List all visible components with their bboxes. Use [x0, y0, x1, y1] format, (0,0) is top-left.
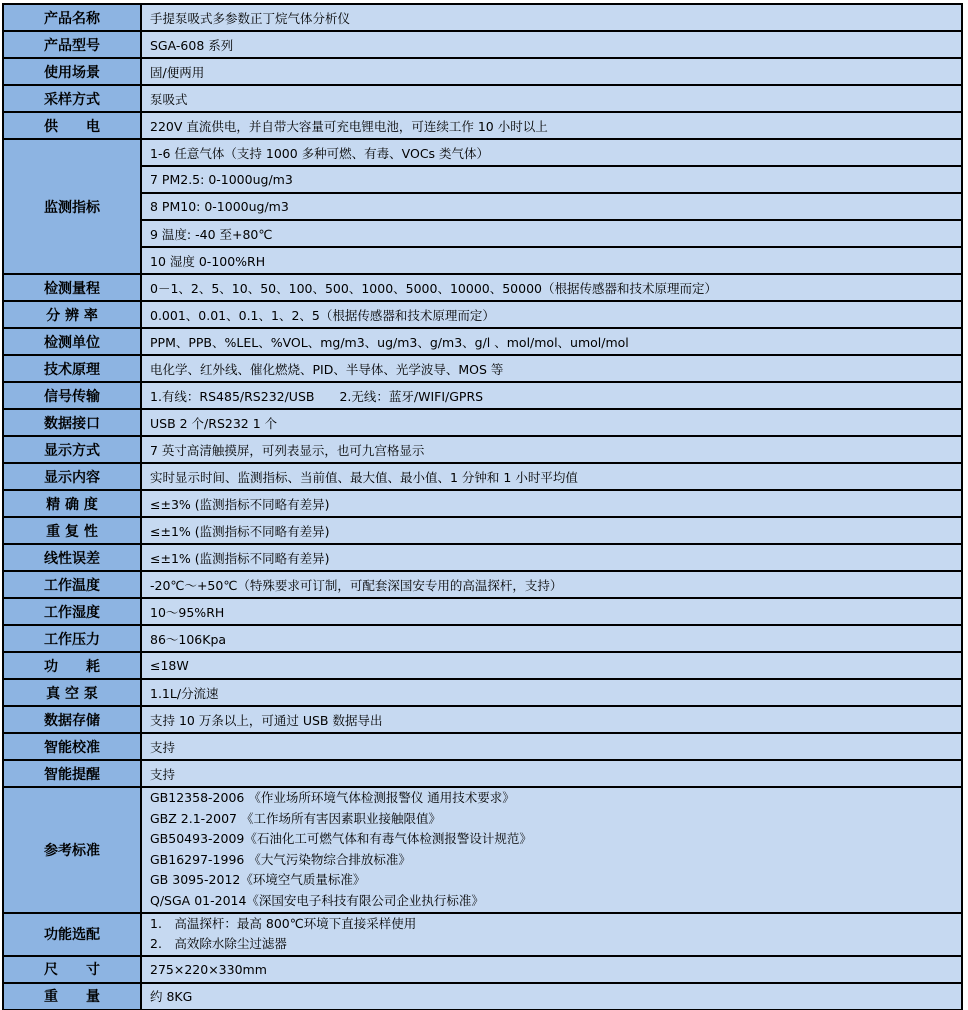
spec-value-cell: 泵吸式	[141, 85, 962, 112]
spec-label-cell: 监测指标	[3, 139, 141, 274]
spec-value-cell: 10 湿度 0-100%RH	[141, 247, 962, 274]
table-row	[3, 4, 962, 31]
spec-label-cell: 使用场景	[3, 58, 141, 85]
table-row	[3, 760, 962, 787]
spec-label-cell: 技术原理	[3, 355, 141, 382]
spec-label-cell: 真 空 泵	[3, 679, 141, 706]
table-row	[3, 31, 962, 58]
spec-label-cell: 尺 寸	[3, 956, 141, 983]
table-row	[3, 679, 962, 706]
spec-value-cell	[141, 913, 962, 956]
table-row	[3, 58, 962, 85]
spec-value-cell: 7 PM2.5: 0-1000ug/m3	[141, 166, 962, 193]
spec-value-line: 1. 高温探杆：最高 800℃环境下直接采样使用	[150, 915, 417, 931]
table-row	[3, 301, 962, 328]
spec-value-cell: 支持	[141, 733, 962, 760]
spec-value-line: GB12358-2006 《作业场所环境气体检测报警仪 通用技术要求》	[150, 790, 515, 805]
spec-value-cell: 0－1、2、5、10、50、100、500、1000、5000、10000、50000（根据传感器和技术原理而定）	[141, 274, 962, 301]
table-row	[3, 733, 962, 760]
spec-label-cell: 信号传输	[3, 382, 141, 409]
spec-label-cell: 参考标准	[3, 787, 141, 913]
spec-value-cell	[141, 787, 962, 913]
table-row	[3, 139, 962, 166]
spec-value-cell: -20℃～+50℃（特殊要求可订制，可配套深国安专用的高温探杆，支持）	[141, 571, 962, 598]
spec-value-cell: 手提泵吸式多参数正丁烷气体分析仪	[141, 4, 962, 31]
spec-label-cell: 分 辨 率	[3, 301, 141, 328]
table-row	[3, 220, 962, 247]
spec-value-cell: ≤18W	[141, 652, 962, 679]
table-row	[3, 274, 962, 301]
table-row	[3, 517, 962, 544]
table-row	[3, 706, 962, 733]
spec-label-cell: 工作温度	[3, 571, 141, 598]
spec-label-cell: 采样方式	[3, 85, 141, 112]
spec-value-cell: SGA-608 系列	[141, 31, 962, 58]
spec-value-cell: 固/便两用	[141, 58, 962, 85]
spec-value-cell: 实时显示时间、监测指标、当前值、最大值、最小值、1 分钟和 1 小时平均值	[141, 463, 962, 490]
spec-value-cell: 8 PM10: 0-1000ug/m3	[141, 193, 962, 220]
table-row	[3, 598, 962, 625]
spec-value-cell: ≤±1% (监测指标不同略有差异)	[141, 517, 962, 544]
spec-label-cell: 工作湿度	[3, 598, 141, 625]
spec-label-cell: 产品型号	[3, 31, 141, 58]
spec-label-cell: 精 确 度	[3, 490, 141, 517]
spec-value-line: GB 3095-2012《环境空气质量标准》	[150, 872, 366, 888]
spec-value-cell: USB 2 个/RS232 1 个	[141, 409, 962, 436]
table-row	[3, 355, 962, 382]
spec-value-cell: 275×220×330mm	[141, 956, 962, 983]
spec-label-cell: 智能校准	[3, 733, 141, 760]
table-row	[3, 571, 962, 598]
spec-label-cell: 功能选配	[3, 913, 141, 956]
spec-value-cell: 9 温度: -40 至+80℃	[141, 220, 962, 247]
spec-label-cell: 供 电	[3, 112, 141, 139]
table-row	[3, 463, 962, 490]
spec-label-cell: 功 耗	[3, 652, 141, 679]
table-row	[3, 652, 962, 679]
table-row	[3, 625, 962, 652]
table-row	[3, 436, 962, 463]
table-row	[3, 913, 962, 956]
table-row	[3, 382, 962, 409]
spec-value-line: 2. 高效除水除尘过滤器	[150, 936, 287, 952]
table-row	[3, 544, 962, 571]
table-row	[3, 112, 962, 139]
spec-label-cell: 工作压力	[3, 625, 141, 652]
spec-value-cell: 支持	[141, 760, 962, 787]
table-row	[3, 983, 962, 1010]
spec-value-cell: 1-6 任意气体（支持 1000 多种可燃、有毒、VOCs 类气体）	[141, 139, 962, 166]
spec-label-cell: 重 量	[3, 983, 141, 1010]
table-row	[3, 328, 962, 355]
spec-value-line: GB16297-1996 《大气污染物综合排放标准》	[150, 851, 411, 867]
table-row	[3, 247, 962, 274]
spec-label-cell: 检测单位	[3, 328, 141, 355]
spec-value-cell: PPM、PPB、%LEL、%VOL、mg/m3、ug/m3、g/m3、g/l 、mol/mol、umol/mol	[141, 328, 962, 355]
spec-label-cell: 数据接口	[3, 409, 141, 436]
spec-value-cell: 电化学、红外线、催化燃烧、PID、半导体、光学波导、MOS 等	[141, 355, 962, 382]
spec-label-cell: 数据存储	[3, 706, 141, 733]
spec-label-cell: 产品名称	[3, 4, 141, 31]
spec-label-cell: 检测量程	[3, 274, 141, 301]
spec-value-cell: 86～106Kpa	[141, 625, 962, 652]
spec-label-cell: 显示方式	[3, 436, 141, 463]
spec-value-line: Q/SGA 01-2014《深国安电子科技有限公司企业执行标准》	[150, 892, 484, 908]
spec-table-body	[3, 4, 962, 1010]
table-row	[3, 787, 962, 913]
spec-value-cell: ≤±3% (监测指标不同略有差异)	[141, 490, 962, 517]
spec-value-cell: 支持 10 万条以上，可通过 USB 数据导出	[141, 706, 962, 733]
spec-value-cell: 1.1L/分流速	[141, 679, 962, 706]
spec-value-cell: 约 8KG	[141, 983, 962, 1010]
spec-table	[2, 3, 963, 1010]
spec-value-cell: 7 英寸高清触摸屏，可列表显示，也可九宫格显示	[141, 436, 962, 463]
spec-label-cell: 显示内容	[3, 463, 141, 490]
spec-value-line: GB50493-2009《石油化工可燃气体和有毒气体检测报警设计规范》	[150, 831, 532, 847]
table-row	[3, 166, 962, 193]
spec-value-cell: 0.001、0.01、0.1、1、2、5（根据传感器和技术原理而定）	[141, 301, 962, 328]
table-row	[3, 193, 962, 220]
table-row	[3, 490, 962, 517]
spec-value-cell: 10～95%RH	[141, 598, 962, 625]
spec-label-cell: 重 复 性	[3, 517, 141, 544]
spec-value-cell: ≤±1% (监测指标不同略有差异)	[141, 544, 962, 571]
spec-value-line: GBZ 2.1-2007 《工作场所有害因素职业接触限值》	[150, 810, 441, 826]
spec-label-cell: 线性误差	[3, 544, 141, 571]
table-row	[3, 956, 962, 983]
spec-value-cell: 220V 直流供电，并自带大容量可充电锂电池，可连续工作 10 小时以上	[141, 112, 962, 139]
spec-label-cell: 智能提醒	[3, 760, 141, 787]
spec-value-cell: 1.有线：RS485/RS232/USB 2.无线：蓝牙/WIFI/GPRS	[141, 382, 962, 409]
table-row	[3, 85, 962, 112]
table-row	[3, 409, 962, 436]
